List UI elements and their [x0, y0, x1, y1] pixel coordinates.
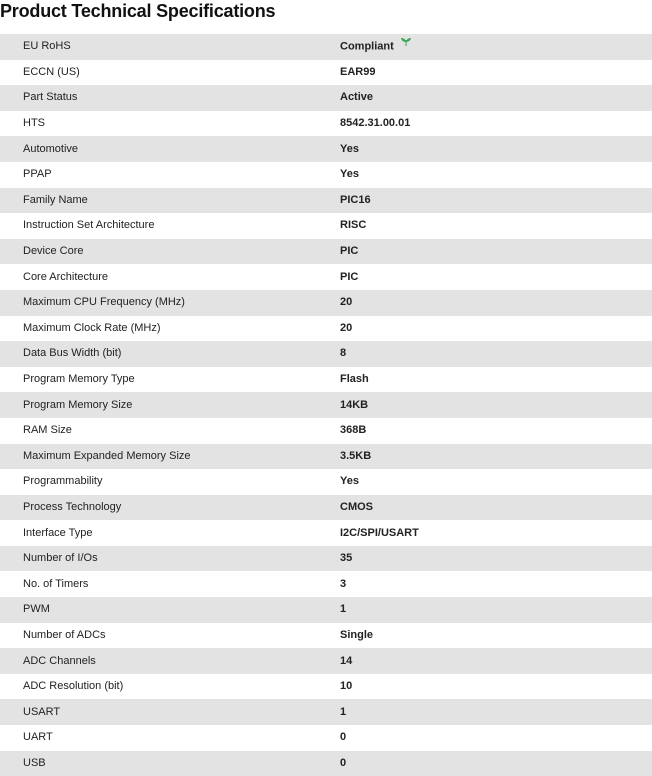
- spec-label: ADC Channels: [23, 654, 96, 667]
- spec-value-cell: [340, 674, 652, 700]
- spec-value: I2C/SPI/USART: [340, 526, 419, 539]
- spec-row: [0, 495, 652, 521]
- spec-value: Yes: [340, 142, 359, 155]
- spec-value: CMOS: [340, 500, 373, 513]
- spec-row: [0, 571, 652, 597]
- spec-row: [0, 60, 652, 86]
- spec-row: [0, 136, 652, 162]
- spec-table: [0, 34, 652, 776]
- leaf-icon: [400, 34, 412, 57]
- spec-value: PIC16: [340, 193, 371, 206]
- spec-value-cell: [340, 290, 652, 316]
- spec-row: [0, 213, 652, 239]
- spec-value-cell: [340, 648, 652, 674]
- spec-label: Process Technology: [23, 500, 122, 513]
- spec-value: Single: [340, 628, 374, 641]
- spec-value-cell: [340, 571, 652, 597]
- spec-label: EU RoHS: [23, 40, 71, 53]
- spec-row: [0, 418, 652, 444]
- spec-value-cell: [340, 623, 652, 649]
- spec-value: 8542.31.00.01: [340, 117, 411, 130]
- spec-value-cell: [340, 136, 652, 162]
- spec-value: 0: [340, 731, 347, 744]
- spec-value-cell: [340, 546, 652, 572]
- spec-label: Number of I/Os: [23, 552, 98, 565]
- spec-row: [0, 290, 652, 316]
- spec-row: [0, 520, 652, 546]
- spec-row: [0, 341, 652, 367]
- spec-label: Core Architecture: [23, 270, 108, 283]
- spec-label: PPAP: [23, 168, 52, 181]
- spec-value: 14KB: [340, 398, 369, 411]
- spec-value-cell: [340, 264, 652, 290]
- spec-label: USB: [23, 756, 46, 769]
- spec-label: Automotive: [23, 142, 79, 155]
- spec-value-cell: [340, 469, 652, 495]
- spec-value-cell: [340, 162, 652, 188]
- spec-row: [0, 597, 652, 623]
- spec-label: Family Name: [23, 193, 88, 206]
- spec-value: 14: [340, 654, 353, 667]
- spec-value-cell: [340, 495, 652, 521]
- spec-value-cell: [340, 520, 652, 546]
- spec-label: USART: [23, 705, 61, 718]
- spec-row: [0, 188, 652, 214]
- spec-value-cell: [340, 392, 652, 418]
- spec-label: PWM: [23, 603, 50, 616]
- spec-row: [0, 725, 652, 751]
- spec-value: 20: [340, 296, 353, 309]
- spec-label: Interface Type: [23, 526, 93, 539]
- spec-row: [0, 751, 652, 776]
- spec-row: [0, 85, 652, 111]
- page-title: Product Technical Specifications: [0, 1, 276, 21]
- spec-row: [0, 162, 652, 188]
- spec-value-cell: [340, 751, 652, 776]
- spec-value: 35: [340, 552, 353, 565]
- spec-value: Yes: [340, 168, 359, 181]
- spec-table-body: [0, 34, 652, 776]
- spec-row: [0, 34, 652, 60]
- spec-label: Maximum Expanded Memory Size: [23, 449, 191, 462]
- spec-value: PIC: [340, 245, 359, 258]
- spec-value-cell: [340, 418, 652, 444]
- spec-row: [0, 367, 652, 393]
- spec-value: 0: [340, 756, 347, 769]
- spec-value: 10: [340, 680, 353, 693]
- spec-value: Active: [340, 91, 374, 104]
- spec-row: [0, 623, 652, 649]
- spec-value-cell: [340, 597, 652, 623]
- spec-value-cell: [340, 188, 652, 214]
- spec-value-cell: [340, 85, 652, 111]
- spec-value: PIC: [340, 270, 359, 283]
- spec-value-cell: [340, 111, 652, 137]
- spec-label: Instruction Set Architecture: [23, 219, 155, 232]
- spec-row: [0, 444, 652, 470]
- spec-value: 368B: [340, 424, 367, 437]
- spec-label: Programmability: [23, 475, 103, 488]
- spec-label: UART: [23, 731, 53, 744]
- spec-value: EAR99: [340, 65, 376, 78]
- spec-value: RISC: [340, 219, 367, 232]
- spec-row: [0, 316, 652, 342]
- spec-label: Program Memory Type: [23, 373, 135, 386]
- spec-value: 3: [340, 577, 347, 590]
- spec-value: Yes: [340, 475, 359, 488]
- spec-value: Compliant: [340, 40, 394, 53]
- spec-label: No. of Timers: [23, 577, 89, 590]
- spec-value: 1: [340, 705, 347, 718]
- spec-value: 8: [340, 347, 347, 360]
- spec-label: Maximum CPU Frequency (MHz): [23, 296, 185, 309]
- spec-label: Data Bus Width (bit): [23, 347, 122, 360]
- spec-value-cell: [340, 444, 652, 470]
- spec-label: Program Memory Size: [23, 398, 133, 411]
- spec-value-cell: [340, 60, 652, 86]
- spec-label: ADC Resolution (bit): [23, 680, 124, 693]
- spec-value-cell: [340, 34, 652, 60]
- spec-value-cell: [340, 316, 652, 342]
- spec-value-cell: [340, 725, 652, 751]
- spec-row: [0, 546, 652, 572]
- spec-value: 20: [340, 321, 353, 334]
- spec-row: [0, 674, 652, 700]
- spec-row: [0, 111, 652, 137]
- spec-value-cell: [340, 213, 652, 239]
- spec-row: [0, 469, 652, 495]
- spec-label: ECCN (US): [23, 65, 80, 78]
- spec-label: HTS: [23, 117, 45, 130]
- spec-row: [0, 392, 652, 418]
- spec-label: Part Status: [23, 91, 78, 104]
- spec-label: Maximum Clock Rate (MHz): [23, 321, 161, 334]
- spec-value-cell: [340, 699, 652, 725]
- spec-row: [0, 239, 652, 265]
- spec-label: Number of ADCs: [23, 628, 106, 641]
- spec-row: [0, 648, 652, 674]
- spec-value-cell: [340, 367, 652, 393]
- spec-value: 1: [340, 603, 347, 616]
- spec-value: Flash: [340, 373, 369, 386]
- spec-value: 3.5KB: [340, 449, 372, 462]
- spec-row: [0, 264, 652, 290]
- spec-value-cell: [340, 239, 652, 265]
- spec-label: Device Core: [23, 245, 84, 258]
- spec-label: RAM Size: [23, 424, 72, 437]
- spec-row: [0, 699, 652, 725]
- spec-value-cell: [340, 341, 652, 367]
